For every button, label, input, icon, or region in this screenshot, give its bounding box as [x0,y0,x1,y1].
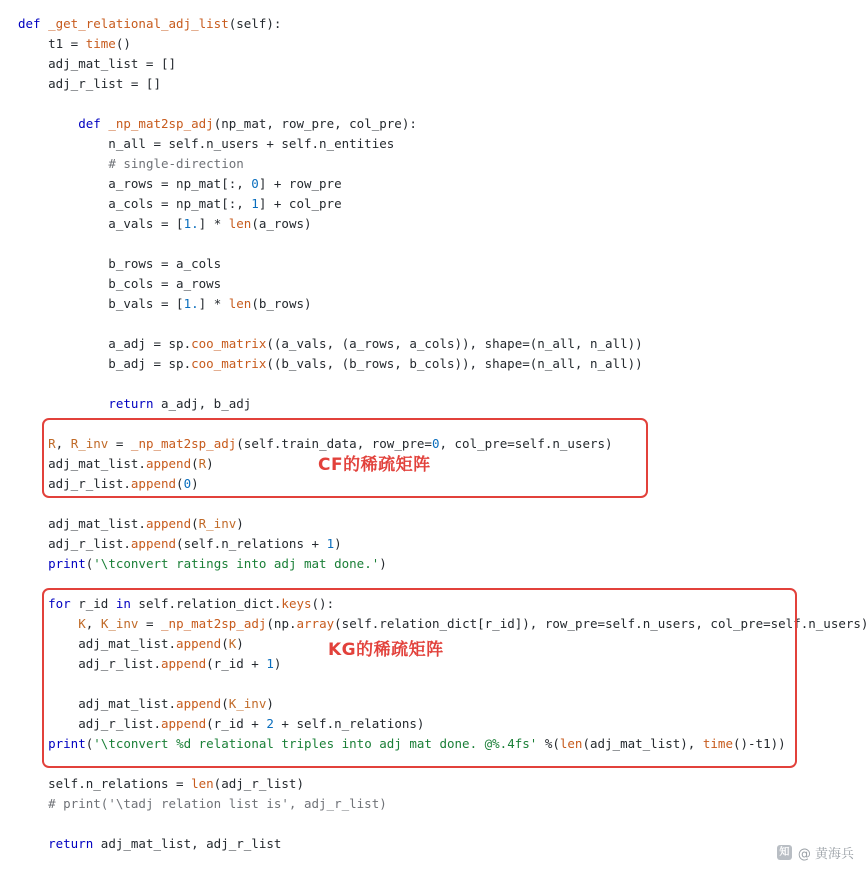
watermark-text: @ 黄海兵 [797,847,854,862]
code-line: # print('\tadj relation list is', adj_r_list) [48,796,387,811]
code-line: self.n_relations = len(adj_r_list) [18,776,304,791]
code-line [0,234,868,254]
code-line: print('\tconvert ratings into adj mat done.') [48,556,387,571]
code-line: b_rows = a_cols [18,256,222,271]
code-line: def _get_relational_adj_list(self): [18,16,282,31]
code-line: a_rows = np_mat[:, 0] + row_pre [18,176,342,191]
code-line [0,314,868,334]
code-line: return a_adj, b_adj [108,396,252,411]
code-line: adj_mat_list.append(K_inv) [18,696,274,711]
code-line: adj_mat_list.append(R_inv) [18,516,244,531]
code-line: adj_mat_list.append(R) [18,456,214,471]
code-line: adj_r_list.append(r_id + 2 + self.n_relations) [18,716,425,731]
code-line [0,494,868,514]
code-line [0,94,868,114]
zhihu-logo-icon: 知 [777,845,792,860]
code-line [0,414,868,434]
code-line [0,814,868,834]
code-line: adj_r_list = [] [18,76,161,91]
code-line: adj_r_list.append(r_id + 1) [18,656,282,671]
code-line: t1 = time() [18,36,131,51]
code-line: adj_r_list.append(0) [18,476,199,491]
code-line: for r_id in self.relation_dict.keys(): [48,596,335,611]
code-line: print('\tconvert %d relational triples into adj mat done. @%.4fs' %(len(adj_mat_list), time()-t1)) [48,736,786,751]
code-line [0,374,868,394]
code-line [0,674,868,694]
code-line: adj_mat_list = [] [18,56,177,71]
code-line: adj_r_list.append(self.n_relations + 1) [18,536,342,551]
code-line [0,754,868,774]
code-line [0,574,868,594]
annotation-cf: CF的稀疏矩阵 [318,455,431,475]
code-line: return adj_mat_list, adj_r_list [48,836,282,851]
code-line: b_adj = sp.coo_matrix((b_vals, (b_rows, b_cols)), shape=(n_all, n_all)) [18,356,643,371]
code-line: R, R_inv = _np_mat2sp_adj(self.train_data, row_pre=0, col_pre=self.n_users) [48,436,613,451]
code-line: n_all = self.n_users + self.n_entities [18,136,395,151]
watermark [777,843,854,862]
code-line: a_adj = sp.coo_matrix((a_vals, (a_rows, a_cols)), shape=(n_all, n_all)) [18,336,643,351]
code-line: a_vals = [1.] * len(a_rows) [18,216,312,231]
code-line: a_cols = np_mat[:, 1] + col_pre [18,196,342,211]
code-line: K, K_inv = _np_mat2sp_adj(np.array(self.relation_dict[r_id]), row_pre=self.n_users, col_pre=self.n_users) [78,616,868,631]
code-line: b_cols = a_rows [18,276,222,291]
code-line: adj_mat_list.append(K) [18,636,244,651]
annotation-kg: KG的稀疏矩阵 [328,640,444,660]
code-line: def _np_mat2sp_adj(np_mat, row_pre, col_pre): [78,116,417,131]
code-line: # single-direction [108,156,244,171]
code-line: b_vals = [1.] * len(b_rows) [18,296,312,311]
